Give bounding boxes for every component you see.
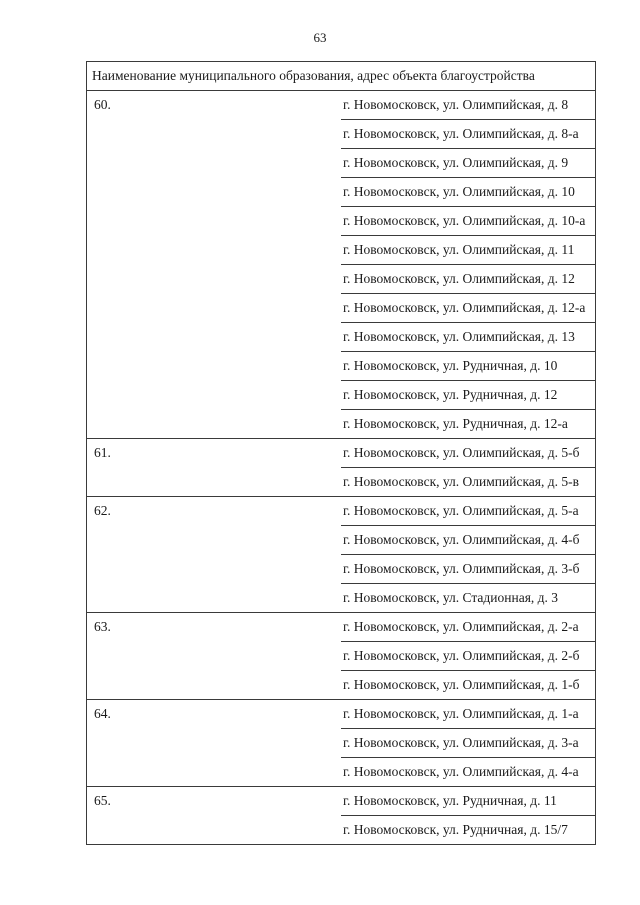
row-number — [87, 584, 342, 613]
address-cell: г. Новомосковск, ул. Олимпийская, д. 8 — [341, 91, 596, 120]
row-number — [87, 352, 342, 381]
table-header-row — [87, 62, 596, 91]
table-row — [87, 120, 596, 149]
table-row — [87, 149, 596, 178]
address-cell: г. Новомосковск, ул. Рудничная, д. 12-а — [341, 410, 596, 439]
page-number: 63 — [313, 30, 327, 45]
address-cell: г. Новомосковск, ул. Рудничная, д. 12 — [341, 381, 596, 410]
row-number — [87, 323, 342, 352]
table-row — [87, 526, 596, 555]
row-number — [87, 381, 342, 410]
table-row — [87, 294, 596, 323]
row-number: 61. — [87, 439, 342, 468]
address-cell: г. Новомосковск, ул. Рудничная, д. 15/7 — [341, 816, 596, 845]
address-cell: г. Новомосковск, ул. Рудничная, д. 10 — [341, 352, 596, 381]
row-number — [87, 120, 342, 149]
table-row — [87, 497, 596, 526]
row-number: 60. — [87, 91, 342, 120]
row-number: 65. — [87, 787, 342, 816]
address-cell: г. Новомосковск, ул. Олимпийская, д. 8-а — [341, 120, 596, 149]
address-cell: г. Новомосковск, ул. Олимпийская, д. 1-б — [341, 671, 596, 700]
table-row — [87, 729, 596, 758]
address-cell: г. Новомосковск, ул. Олимпийская, д. 1-а — [341, 700, 596, 729]
table-row — [87, 207, 596, 236]
row-number: 62. — [87, 497, 342, 526]
table-row — [87, 91, 596, 120]
row-number — [87, 265, 342, 294]
address-cell: г. Новомосковск, ул. Олимпийская, д. 13 — [341, 323, 596, 352]
table-row — [87, 584, 596, 613]
address-cell: г. Новомосковск, ул. Олимпийская, д. 9 — [341, 149, 596, 178]
row-number — [87, 526, 342, 555]
address-cell: г. Новомосковск, ул. Стадионная, д. 3 — [341, 584, 596, 613]
address-cell: г. Новомосковск, ул. Олимпийская, д. 3-а — [341, 729, 596, 758]
table-row — [87, 671, 596, 700]
table-row — [87, 236, 596, 265]
row-number — [87, 729, 342, 758]
table-row — [87, 323, 596, 352]
row-number: 64. — [87, 700, 342, 729]
table-row — [87, 700, 596, 729]
row-number — [87, 671, 342, 700]
row-number — [87, 410, 342, 439]
table-row — [87, 381, 596, 410]
table-row — [87, 787, 596, 816]
row-number — [87, 207, 342, 236]
row-number — [87, 555, 342, 584]
address-cell: г. Новомосковск, ул. Олимпийская, д. 4-б — [341, 526, 596, 555]
table-row — [87, 410, 596, 439]
address-cell: г. Новомосковск, ул. Олимпийская, д. 5-в — [341, 468, 596, 497]
address-cell: г. Новомосковск, ул. Олимпийская, д. 3-б — [341, 555, 596, 584]
address-cell: г. Новомосковск, ул. Олимпийская, д. 5-б — [341, 439, 596, 468]
address-cell: г. Новомосковск, ул. Олимпийская, д. 5-а — [341, 497, 596, 526]
row-number — [87, 149, 342, 178]
table-row — [87, 555, 596, 584]
address-cell: г. Новомосковск, ул. Олимпийская, д. 12 — [341, 265, 596, 294]
address-table — [86, 61, 596, 845]
row-number — [87, 178, 342, 207]
address-cell: г. Новомосковск, ул. Олимпийская, д. 4-а — [341, 758, 596, 787]
table-row — [87, 439, 596, 468]
row-number — [87, 758, 342, 787]
address-cell: г. Новомосковск, ул. Олимпийская, д. 11 — [341, 236, 596, 265]
table-row — [87, 352, 596, 381]
table-row — [87, 758, 596, 787]
row-number: 63. — [87, 613, 342, 642]
table-header: Наименование муниципального образования, адрес объекта благоустройства — [87, 62, 596, 91]
address-cell: г. Новомосковск, ул. Олимпийская, д. 2-а — [341, 613, 596, 642]
row-number — [87, 468, 342, 497]
address-cell: г. Новомосковск, ул. Рудничная, д. 11 — [341, 787, 596, 816]
table-row — [87, 642, 596, 671]
table-row — [87, 178, 596, 207]
address-cell: г. Новомосковск, ул. Олимпийская, д. 10 — [341, 178, 596, 207]
address-cell: г. Новомосковск, ул. Олимпийская, д. 12-а — [341, 294, 596, 323]
row-number — [87, 816, 342, 845]
table-row — [87, 265, 596, 294]
address-cell: г. Новомосковск, ул. Олимпийская, д. 10-а — [341, 207, 596, 236]
table-body — [87, 91, 596, 845]
row-number — [87, 642, 342, 671]
table-row — [87, 468, 596, 497]
row-number — [87, 294, 342, 323]
table-row — [87, 613, 596, 642]
address-cell: г. Новомосковск, ул. Олимпийская, д. 2-б — [341, 642, 596, 671]
table-row — [87, 816, 596, 845]
row-number — [87, 236, 342, 265]
